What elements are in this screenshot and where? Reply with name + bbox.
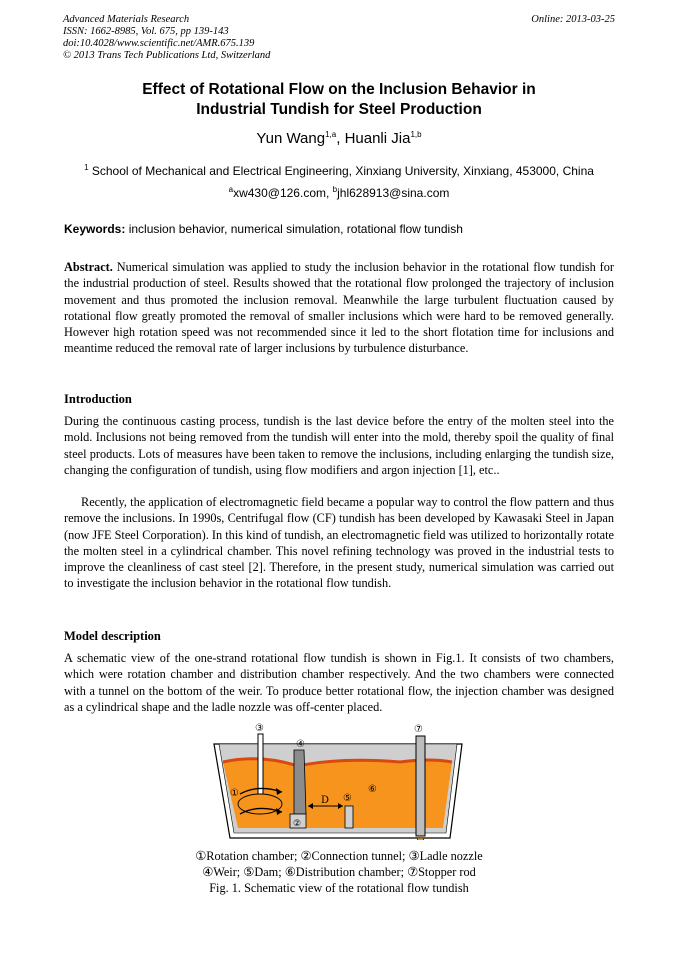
- author-name: Yun Wang: [256, 130, 326, 147]
- label-rotation-chamber: ①: [230, 788, 239, 799]
- affiliation: [40, 163, 638, 180]
- introduction-paragraph-2: Recently, the application of electromagnetic field became a popular way to control the flow pattern and thus remove the inclusions. In 1990s, Centrifugal flow (CF) tundish has been developed by Kawasaki Steel in Japan (now JFE Steel Corporation). In this kind of tundish, an electromagnetic field was utilized to horizontally rotate the molten steel in a cylindrical chamber. This novel refining technology was proved in the industrial tests to improve the cleanliness of cast steel [2]. Therefore, in the present study, numerical simulation was carried out to investigate the inclusion behavior in the rotational flow tundish.: [64, 495, 614, 591]
- outlet-stream: [417, 838, 424, 840]
- dam: [345, 806, 353, 828]
- doi-line: doi:10.4028/www.scientific.net/AMR.675.139: [63, 38, 255, 49]
- author-list: [40, 130, 638, 148]
- label-weir: ④: [296, 739, 305, 750]
- email-address: jhl628913@sina.com: [337, 186, 450, 200]
- keywords: [64, 221, 463, 237]
- figure-legend-line-1: ①Rotation chamber; ②Connection tunnel; ③Ladle nozzle: [195, 849, 483, 863]
- figure-legend-line-2: ④Weir; ⑤Dam; ⑥Distribution chamber; ⑦Stopper rod: [202, 865, 476, 879]
- author-affiliation-mark: 1,a: [325, 130, 337, 139]
- ladle-nozzle: [258, 734, 263, 794]
- title-line-1: Effect of Rotational Flow on the Inclusion Behavior in: [142, 81, 536, 98]
- abstract-label: Abstract.: [64, 260, 113, 274]
- section-heading-model: Model description: [64, 629, 161, 643]
- introduction-paragraph-1: During the continuous casting process, tundish is the last device before the entry of the molten steel into the mold. Inclusions not being removed from the tundish will enter into the mold, thereby spoil the quality of final steel products. Lots of measures have been taken to remove the inclusions, including enlarging the tundish size, changing the configuration of tundish, using flow modifiers and argon injection [1], etc..: [64, 414, 614, 477]
- online-date: Online: 2013-03-25: [531, 14, 615, 25]
- author-name: Huanli Jia: [344, 130, 411, 147]
- label-dam: ⑤: [343, 793, 352, 804]
- label-distance: D: [321, 795, 330, 806]
- affiliation-text: School of Mechanical and Electrical Engineering, Xinxiang University, Xinxiang, 453000, China: [91, 164, 594, 178]
- author-separator: ,: [336, 130, 345, 147]
- journal-name: Advanced Materials Research: [63, 14, 190, 25]
- stopper-rod: [416, 736, 425, 836]
- figure-caption-block: [40, 848, 638, 896]
- weir: [294, 750, 306, 814]
- journal-header: [63, 14, 270, 62]
- issn-line: ISSN: 1662-8985, Vol. 675, pp 139-143: [63, 26, 229, 37]
- abstract: [64, 259, 614, 357]
- copyright-line: © 2013 Trans Tech Publications Ltd, Switzerland: [63, 50, 271, 61]
- title-line-2: Industrial Tundish for Steel Production: [196, 101, 482, 118]
- figure-caption: Fig. 1. Schematic view of the rotational flow tundish: [209, 881, 469, 895]
- label-ladle-nozzle: ③: [255, 723, 264, 734]
- paper-title: [40, 80, 638, 120]
- email-address: xw430@126.com,: [233, 186, 333, 200]
- model-paragraph-1: A schematic view of the one-strand rotational flow tundish is shown in Fig.1. It consists of two chambers, which were rotation chamber and distribution chamber respectively. And the two chambers were connected with a tunnel on the bottom of the weir. To produce better rotational flow, the injection chamber was designed as a cylindrical shape and the ladle nozzle was off-center placed.: [64, 651, 614, 714]
- affiliation-mark: 1: [84, 163, 89, 172]
- keywords-text: inclusion behavior, numerical simulation, rotational flow tundish: [125, 222, 463, 236]
- email-line: [40, 185, 638, 202]
- author-affiliation-mark: 1,b: [410, 130, 422, 139]
- label-stopper-rod: ⑦: [414, 724, 423, 735]
- label-distribution-chamber: ⑥: [368, 784, 377, 795]
- label-connection-tunnel: ②: [293, 819, 302, 829]
- keywords-label: Keywords:: [64, 222, 126, 236]
- email-mark: b: [332, 185, 338, 194]
- email-mark: a: [228, 185, 234, 194]
- section-heading-introduction: Introduction: [64, 392, 132, 406]
- abstract-text: Numerical simulation was applied to study the inclusion behavior in the rotational flow tundish for the industrial production of steel. Results showed that the rotational flow prolonged the trajectory of inclusion movement and thus promoted the inclusion removal. Meanwhile the large turbulent fluctuation caused by rotational flow greatly promoted the removal of smaller inclusions which were hard to be removed generally. However high rotation speed was not recommended since it led to the short flotation time for inclusions and meantime reduced the removal rate of larger inclusions by turbulence disturbance.: [64, 260, 614, 356]
- tundish-schematic-figure: [200, 722, 476, 840]
